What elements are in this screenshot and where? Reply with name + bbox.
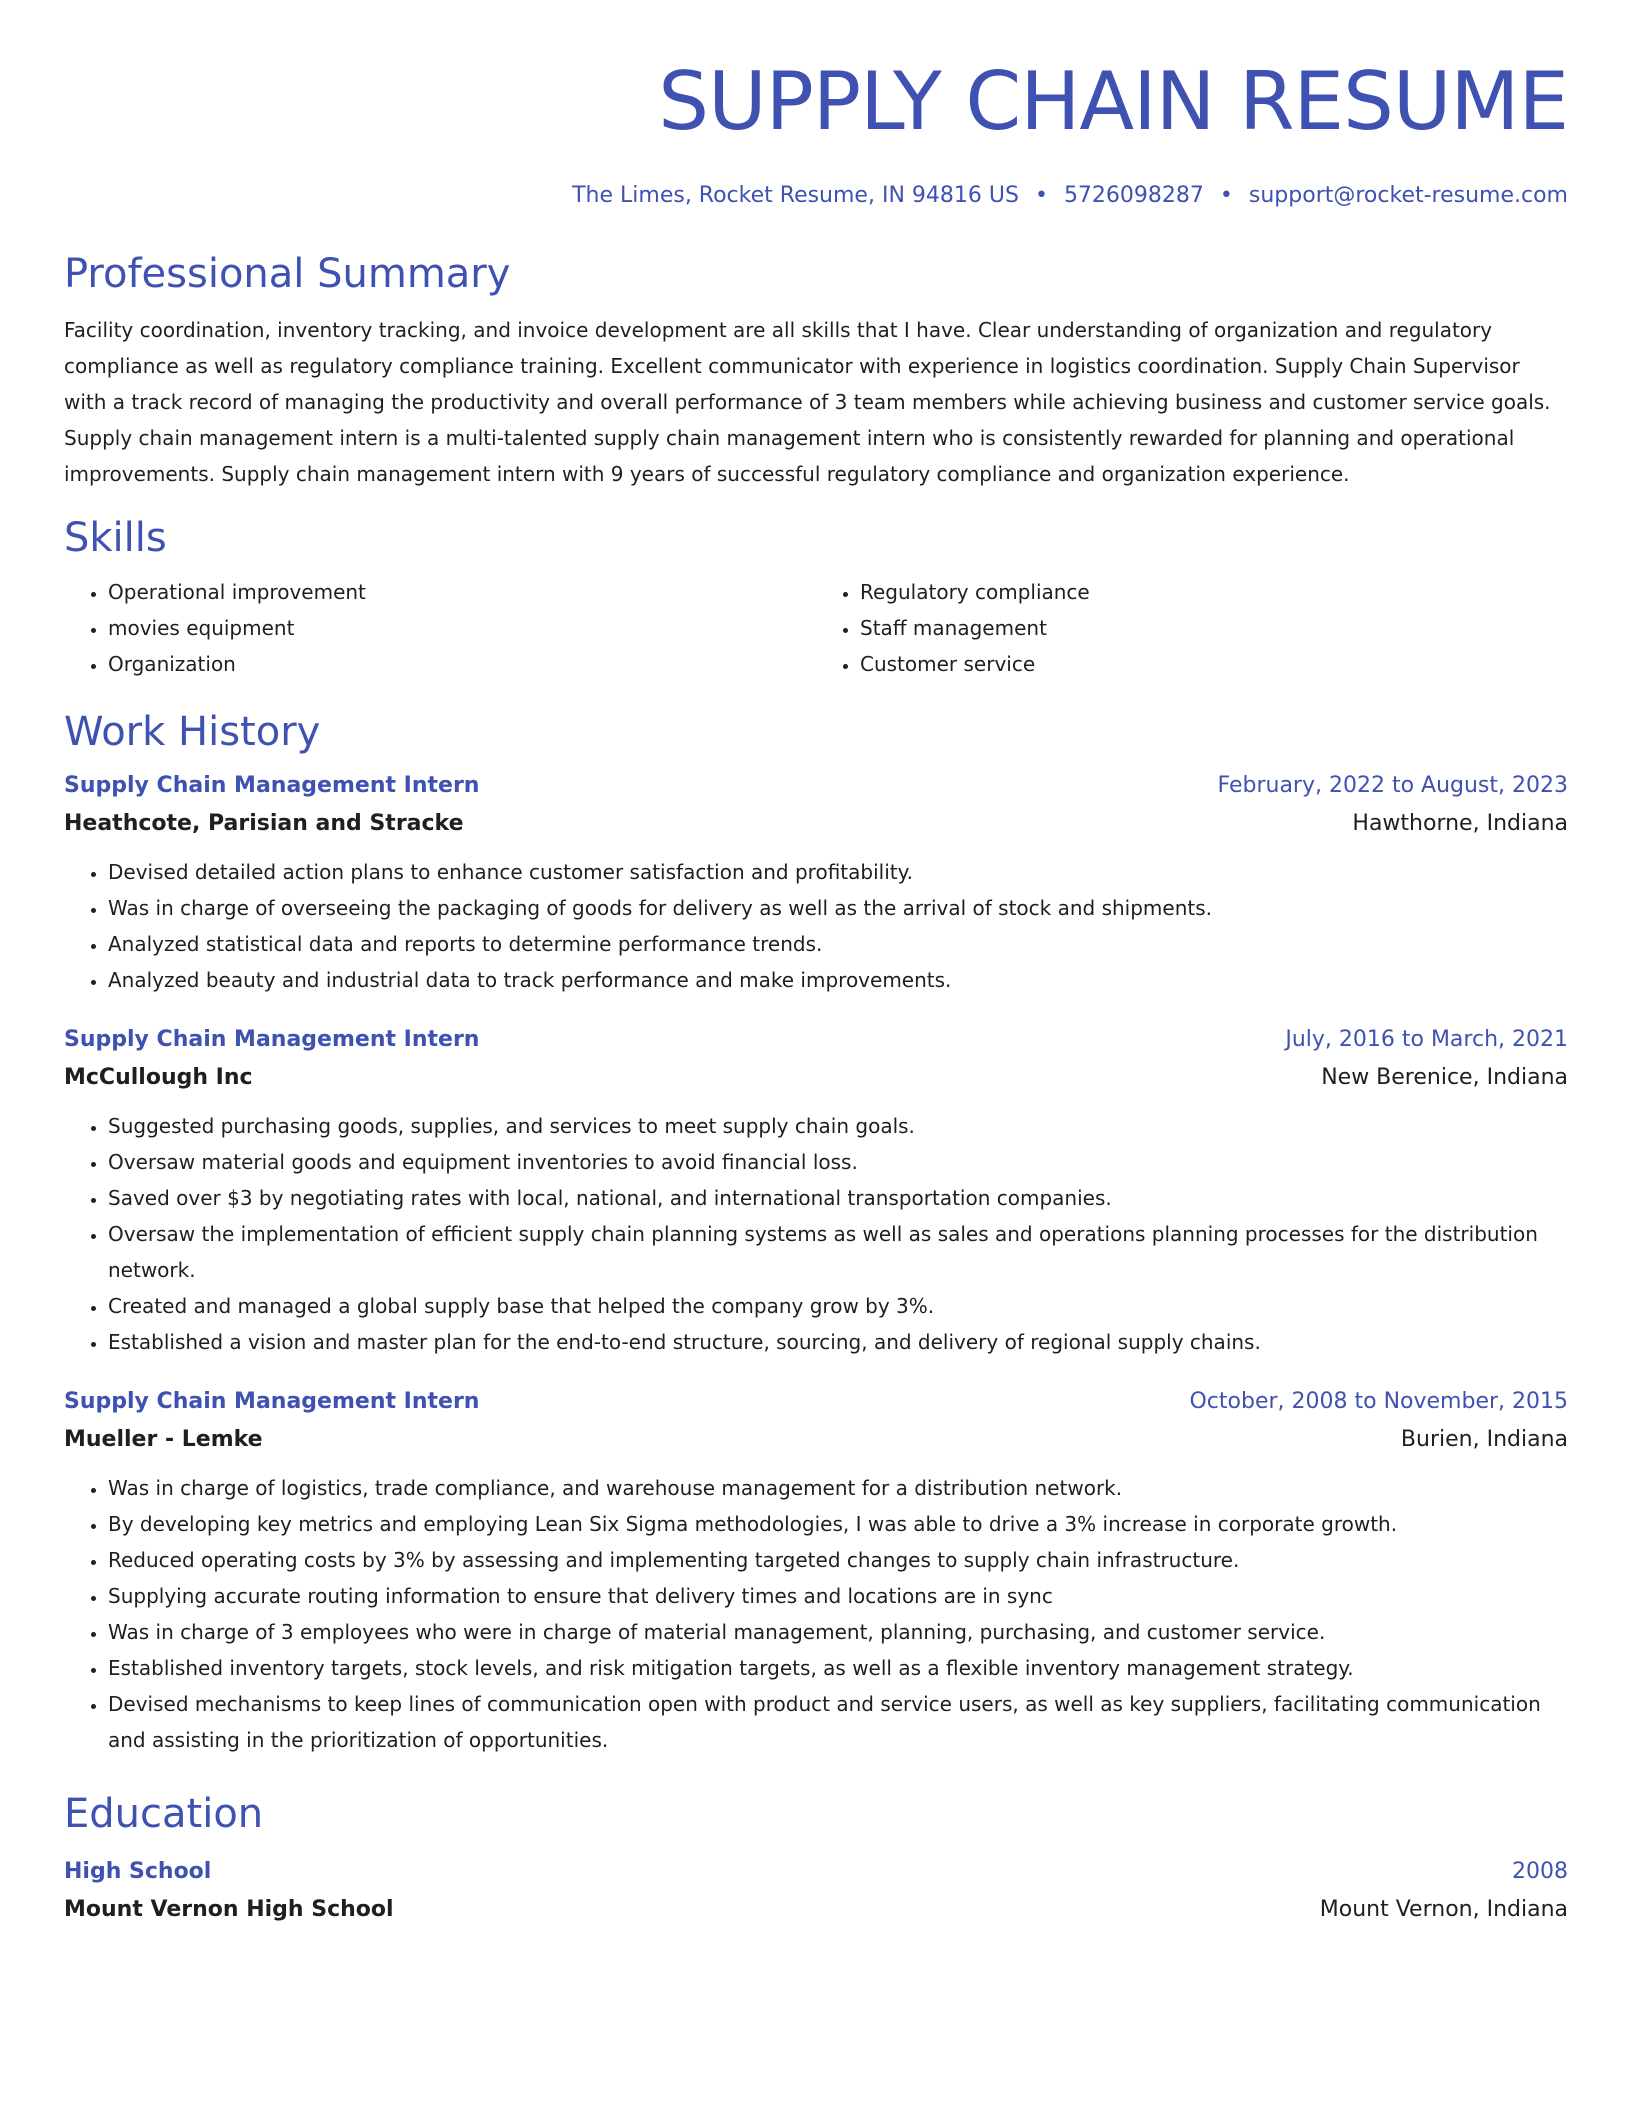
summary-text: Facility coordination, inventory tracking, and invoice development are all skills that I have. Clear understanding of organization and regulatory compliance as well as regulatory compliance training. Excellent communicator with experience in logistics coordination. Supply Chain Supervisor with a track record of managing the productivity and overall performance of 3 team members while achieving business and customer service goals. Supply chain management intern is a multi-talented supply chain management intern who is consistently rewarded for planning and operational improvements. Supply chain management intern with 9 years of successful regulatory compliance and organization experience. [64,318,1551,486]
job-bullet: • Saved over $3 by negotiating rates with local, national, and international transportation companies. [108,1180,1568,1216]
contact-email: support@rocket-resume.com [1248,183,1568,208]
job-bullet: • By developing key metrics and employing Lean Six Sigma methodologies, I was able to drive a 3% increase in corporate growth. [108,1506,1568,1542]
contact-address: The Limes, Rocket Resume, IN 94816 US [572,183,1019,208]
job-bullet: • Was in charge of overseeing the packaging of goods for delivery as well as the arrival of stock and shipments. [108,890,1568,926]
job-entry [64,1384,1568,1758]
job-bullet: • Was in charge of logistics, trade compliance, and warehouse management for a distribution network. [108,1470,1568,1506]
job-title: Supply Chain Management Intern [64,773,480,798]
contact-separator: • [1034,183,1048,208]
education-header-row [64,1854,1568,1890]
job-bullet: • Devised mechanisms to keep lines of communication open with product and service users, as well as key suppliers, facilitating communication and assisting in the prioritization of opportunities. [108,1686,1568,1758]
skill-item: • Operational improvement [108,574,816,610]
skill-item: • Staff management [860,610,1568,646]
job-bullet: • Oversaw material goods and equipment inventories to avoid financial loss. [108,1144,1568,1180]
job-employer-row [64,804,1568,844]
education-location: Mount Vernon, Indiana [1319,1897,1568,1922]
job-entry [64,768,1568,998]
job-header-row [64,1384,1568,1420]
job-bullet: • Oversaw the implementation of efficient supply chain planning systems as well as sales and operations planning processes for the distribution network. [108,1216,1568,1288]
section-title-skills: Skills [64,515,167,561]
contact-phone: 5726098287 [1063,183,1204,208]
education-degree: High School [64,1859,212,1884]
job-employer: Mueller - Lemke [64,1427,263,1452]
job-employer-row [64,1058,1568,1098]
job-bullet: • Supplying accurate routing information to ensure that delivery times and locations are in sync [108,1578,1568,1614]
skill-item: • movies equipment [108,610,816,646]
section-title-education: Education [64,1791,264,1837]
contact-separator: • [1219,183,1233,208]
resume-title: SUPPLY CHAIN RESUME [658,55,1568,148]
job-bullet: • Analyzed beauty and industrial data to track performance and make improvements. [108,962,1568,998]
education-entry [64,1854,1568,1930]
job-header-row [64,768,1568,804]
contact-line [64,180,1568,212]
job-bullet: • Was in charge of 3 employees who were in charge of material management, planning, purchasing, and customer service. [108,1614,1568,1650]
skill-item: • Organization [108,646,816,682]
job-bullet: • Suggested purchasing goods, supplies, and services to meet supply chain goals. [108,1108,1568,1144]
job-location: Burien, Indiana [1400,1427,1568,1452]
job-bullet: • Created and managed a global supply base that helped the company grow by 3%. [108,1288,1568,1324]
job-employer-row [64,1420,1568,1460]
skill-item: • Customer service [860,646,1568,682]
job-bullet: • Established inventory targets, stock levels, and risk mitigation targets, as well as a flexible inventory management strategy. [108,1650,1568,1686]
job-location: Hawthorne, Indiana [1352,811,1568,836]
job-bullets [64,854,1568,998]
job-employer: McCullough Inc [64,1065,253,1090]
job-title: Supply Chain Management Intern [64,1389,480,1414]
job-dates: July, 2016 to March, 2021 [1285,1027,1568,1052]
job-header-row [64,1022,1568,1058]
education-year: 2008 [1512,1859,1568,1884]
skill-item: • Regulatory compliance [860,574,1568,610]
skills-list [64,574,1568,682]
job-bullets [64,1108,1568,1360]
job-bullet: • Analyzed statistical data and reports to determine performance trends. [108,926,1568,962]
job-dates: October, 2008 to November, 2015 [1189,1389,1568,1414]
job-entry [64,1022,1568,1360]
skills-column-left [64,574,816,682]
section-title-summary: Professional Summary [64,251,511,297]
skills-column-right [816,574,1568,682]
job-bullets [64,1470,1568,1758]
job-location: New Berenice, Indiana [1321,1065,1568,1090]
section-title-work-history: Work History [64,709,321,755]
job-employer: Heathcote, Parisian and Stracke [64,811,464,836]
job-bullet: • Devised detailed action plans to enhance customer satisfaction and profitability. [108,854,1568,890]
education-school: Mount Vernon High School [64,1897,394,1922]
education-school-row [64,1890,1568,1930]
job-title: Supply Chain Management Intern [64,1027,480,1052]
job-bullet: • Established a vision and master plan for the end-to-end structure, sourcing, and delivery of regional supply chains. [108,1324,1568,1360]
resume-header [64,0,1568,212]
job-dates: February, 2022 to August, 2023 [1217,773,1568,798]
job-bullet: • Reduced operating costs by 3% by assessing and implementing targeted changes to supply chain infrastructure. [108,1542,1568,1578]
